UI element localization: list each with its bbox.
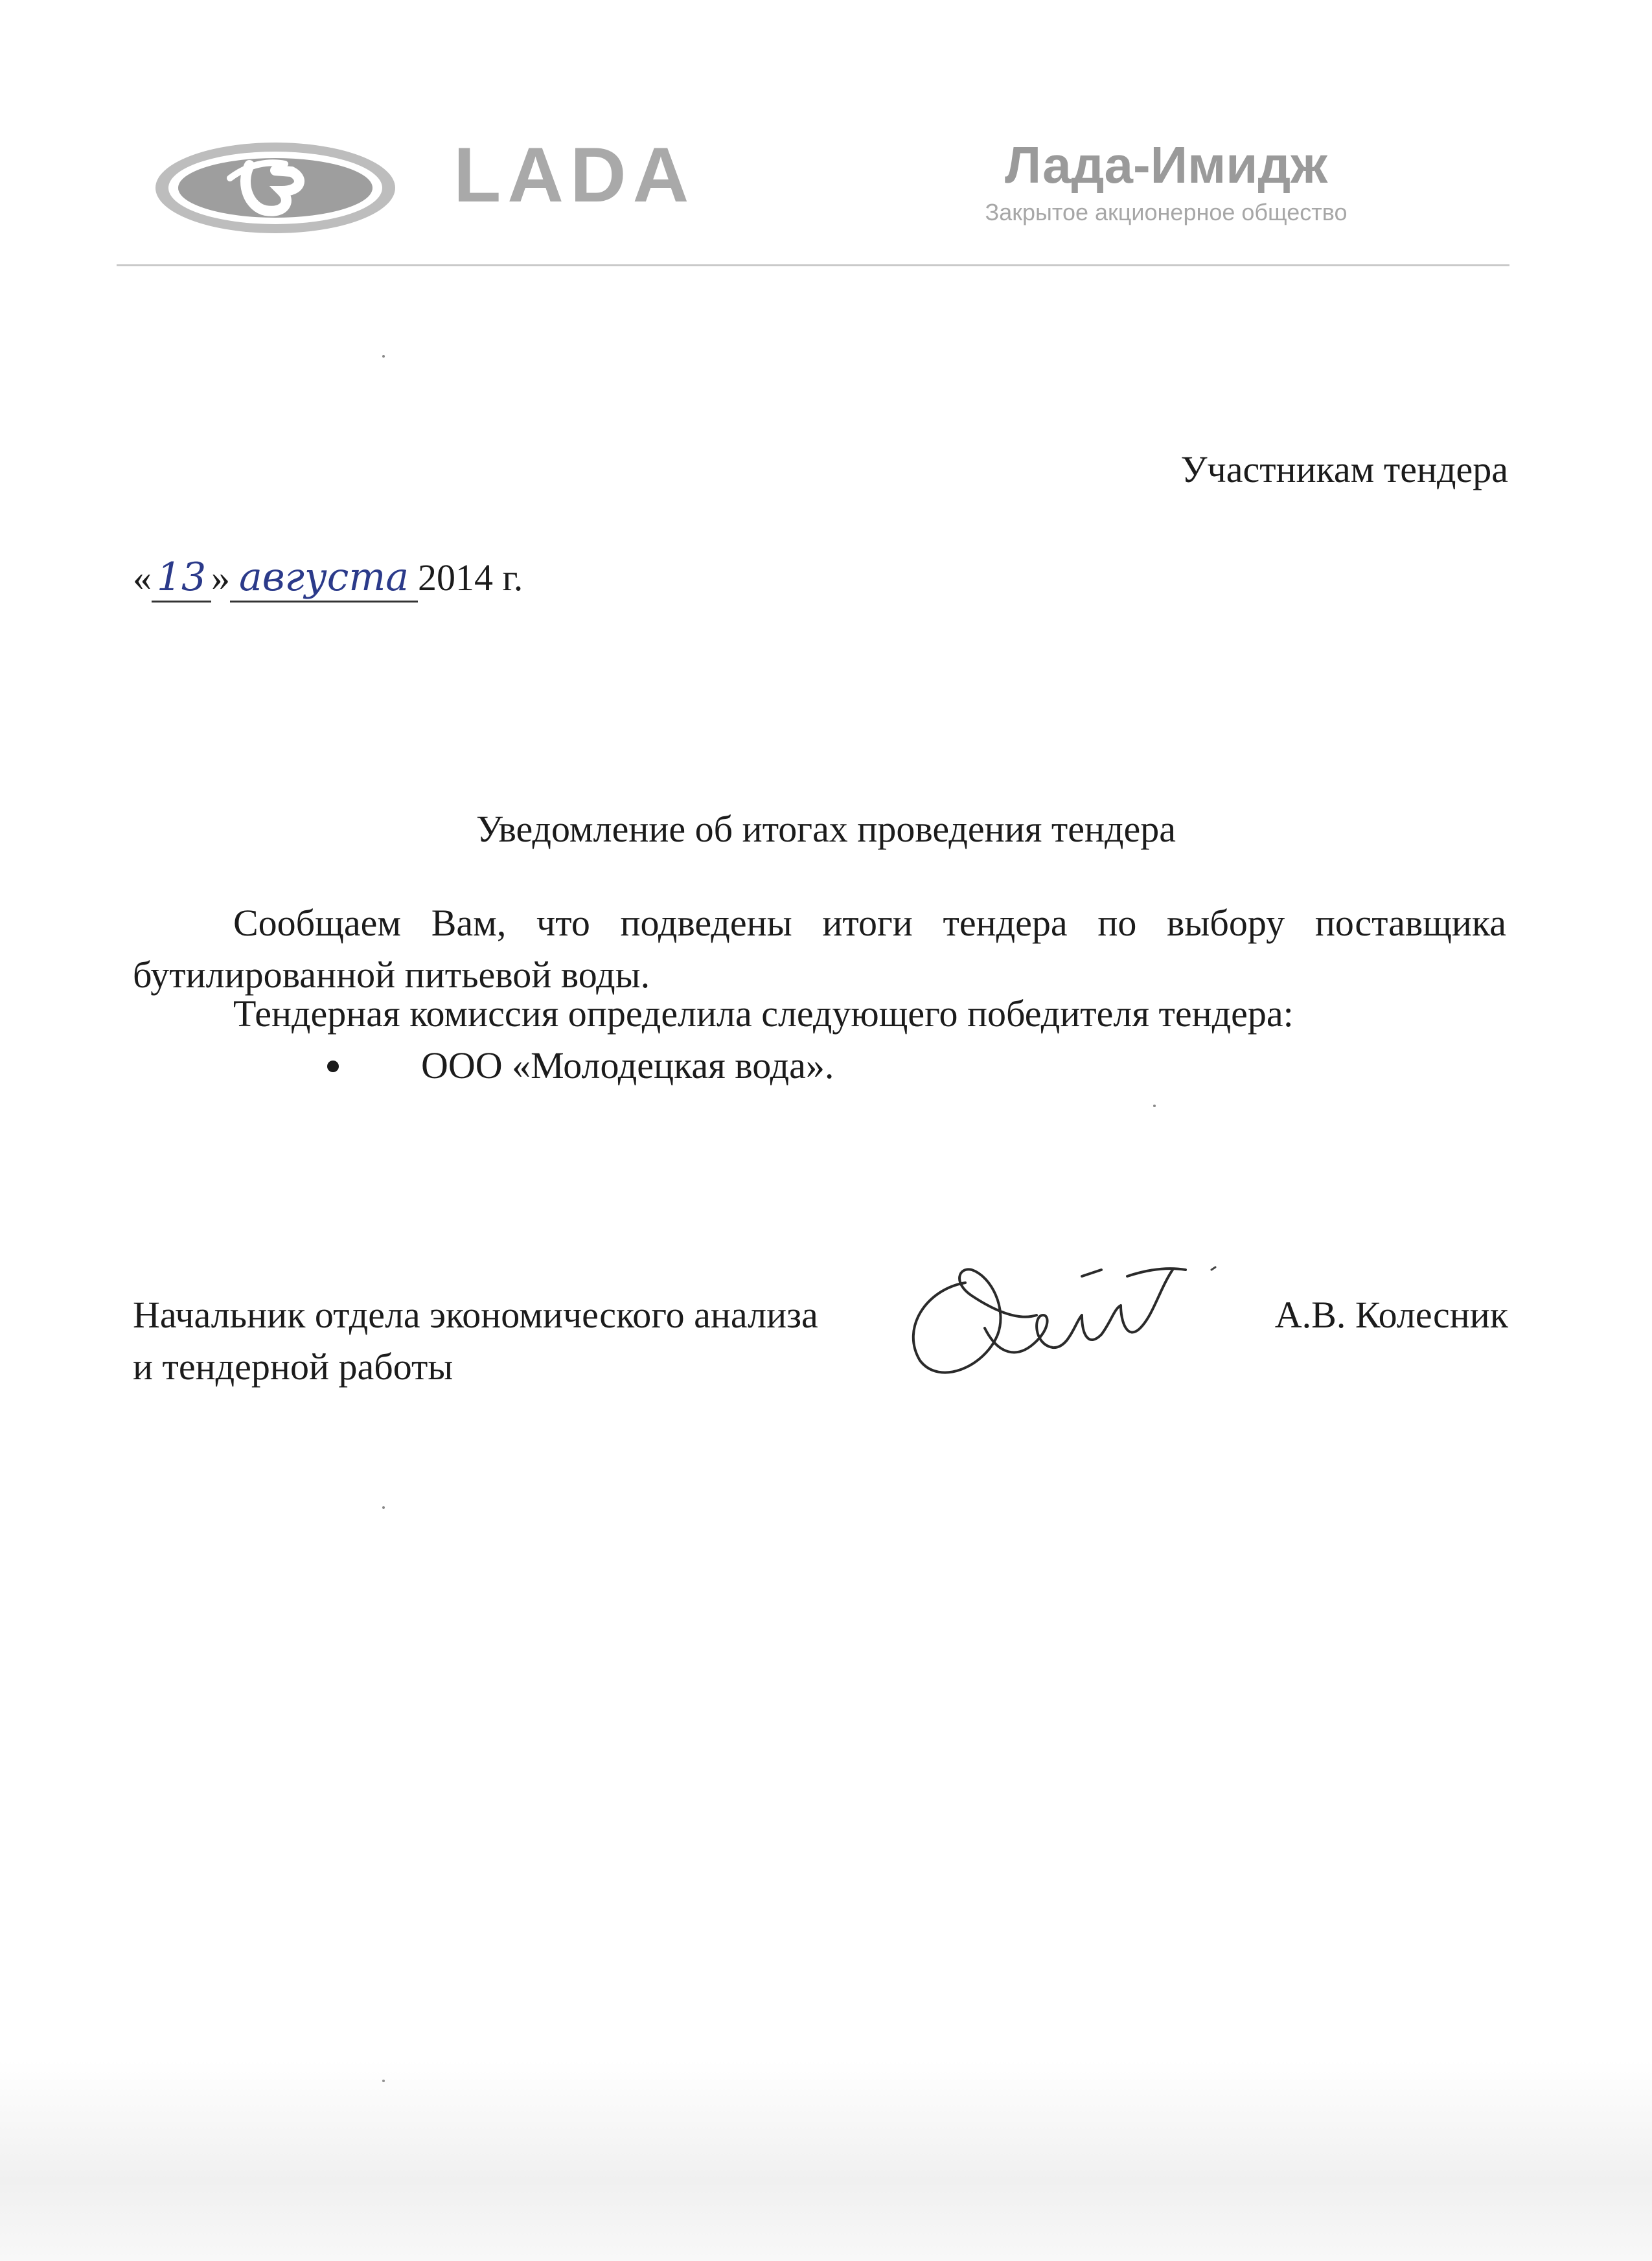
date-year: 2014 г. <box>418 557 523 599</box>
brand-name: LADA <box>453 132 696 218</box>
notice-paragraph-2: Тендерная комиссия определила следующего победителя тендера: <box>233 993 1294 1035</box>
notice-title: Уведомление об итогах проведения тендера <box>476 808 1176 850</box>
signer-position <box>133 1289 818 1393</box>
scan-speck <box>382 1506 385 1509</box>
company-name: Лада-Имидж <box>1005 136 1327 194</box>
header-divider <box>117 264 1509 266</box>
letterhead <box>117 110 1509 272</box>
scan-shadow <box>0 2060 1652 2261</box>
date-open-quote: « <box>133 557 152 599</box>
date-day: 13 <box>152 554 211 603</box>
signer-position-line-1: Начальник отдела экономического анализа <box>133 1294 818 1336</box>
bullet-icon <box>327 1061 339 1072</box>
scan-speck <box>1153 1105 1156 1107</box>
winner-list <box>327 1040 834 1092</box>
addressee: Участникам тендера <box>1180 448 1508 490</box>
lada-logo-icon <box>152 139 398 236</box>
signer-name: А.В. Колесник <box>1274 1294 1508 1336</box>
date-month: августа <box>230 554 418 603</box>
scan-speck <box>382 355 385 358</box>
handwritten-signature <box>888 1231 1224 1399</box>
date-close-quote: » <box>211 557 230 599</box>
notice-paragraph-1: Сообщаем Вам, что подведены итоги тендера по выбору поставщика бутилированной питьевой воды. <box>133 902 1506 996</box>
winner-name: ООО «Молодецкая вода». <box>421 1044 834 1086</box>
list-item <box>327 1040 834 1092</box>
signer-position-line-2: и тендерной работы <box>133 1346 453 1388</box>
date-line <box>133 554 523 603</box>
company-type: Закрытое акционерное общество <box>985 199 1348 225</box>
